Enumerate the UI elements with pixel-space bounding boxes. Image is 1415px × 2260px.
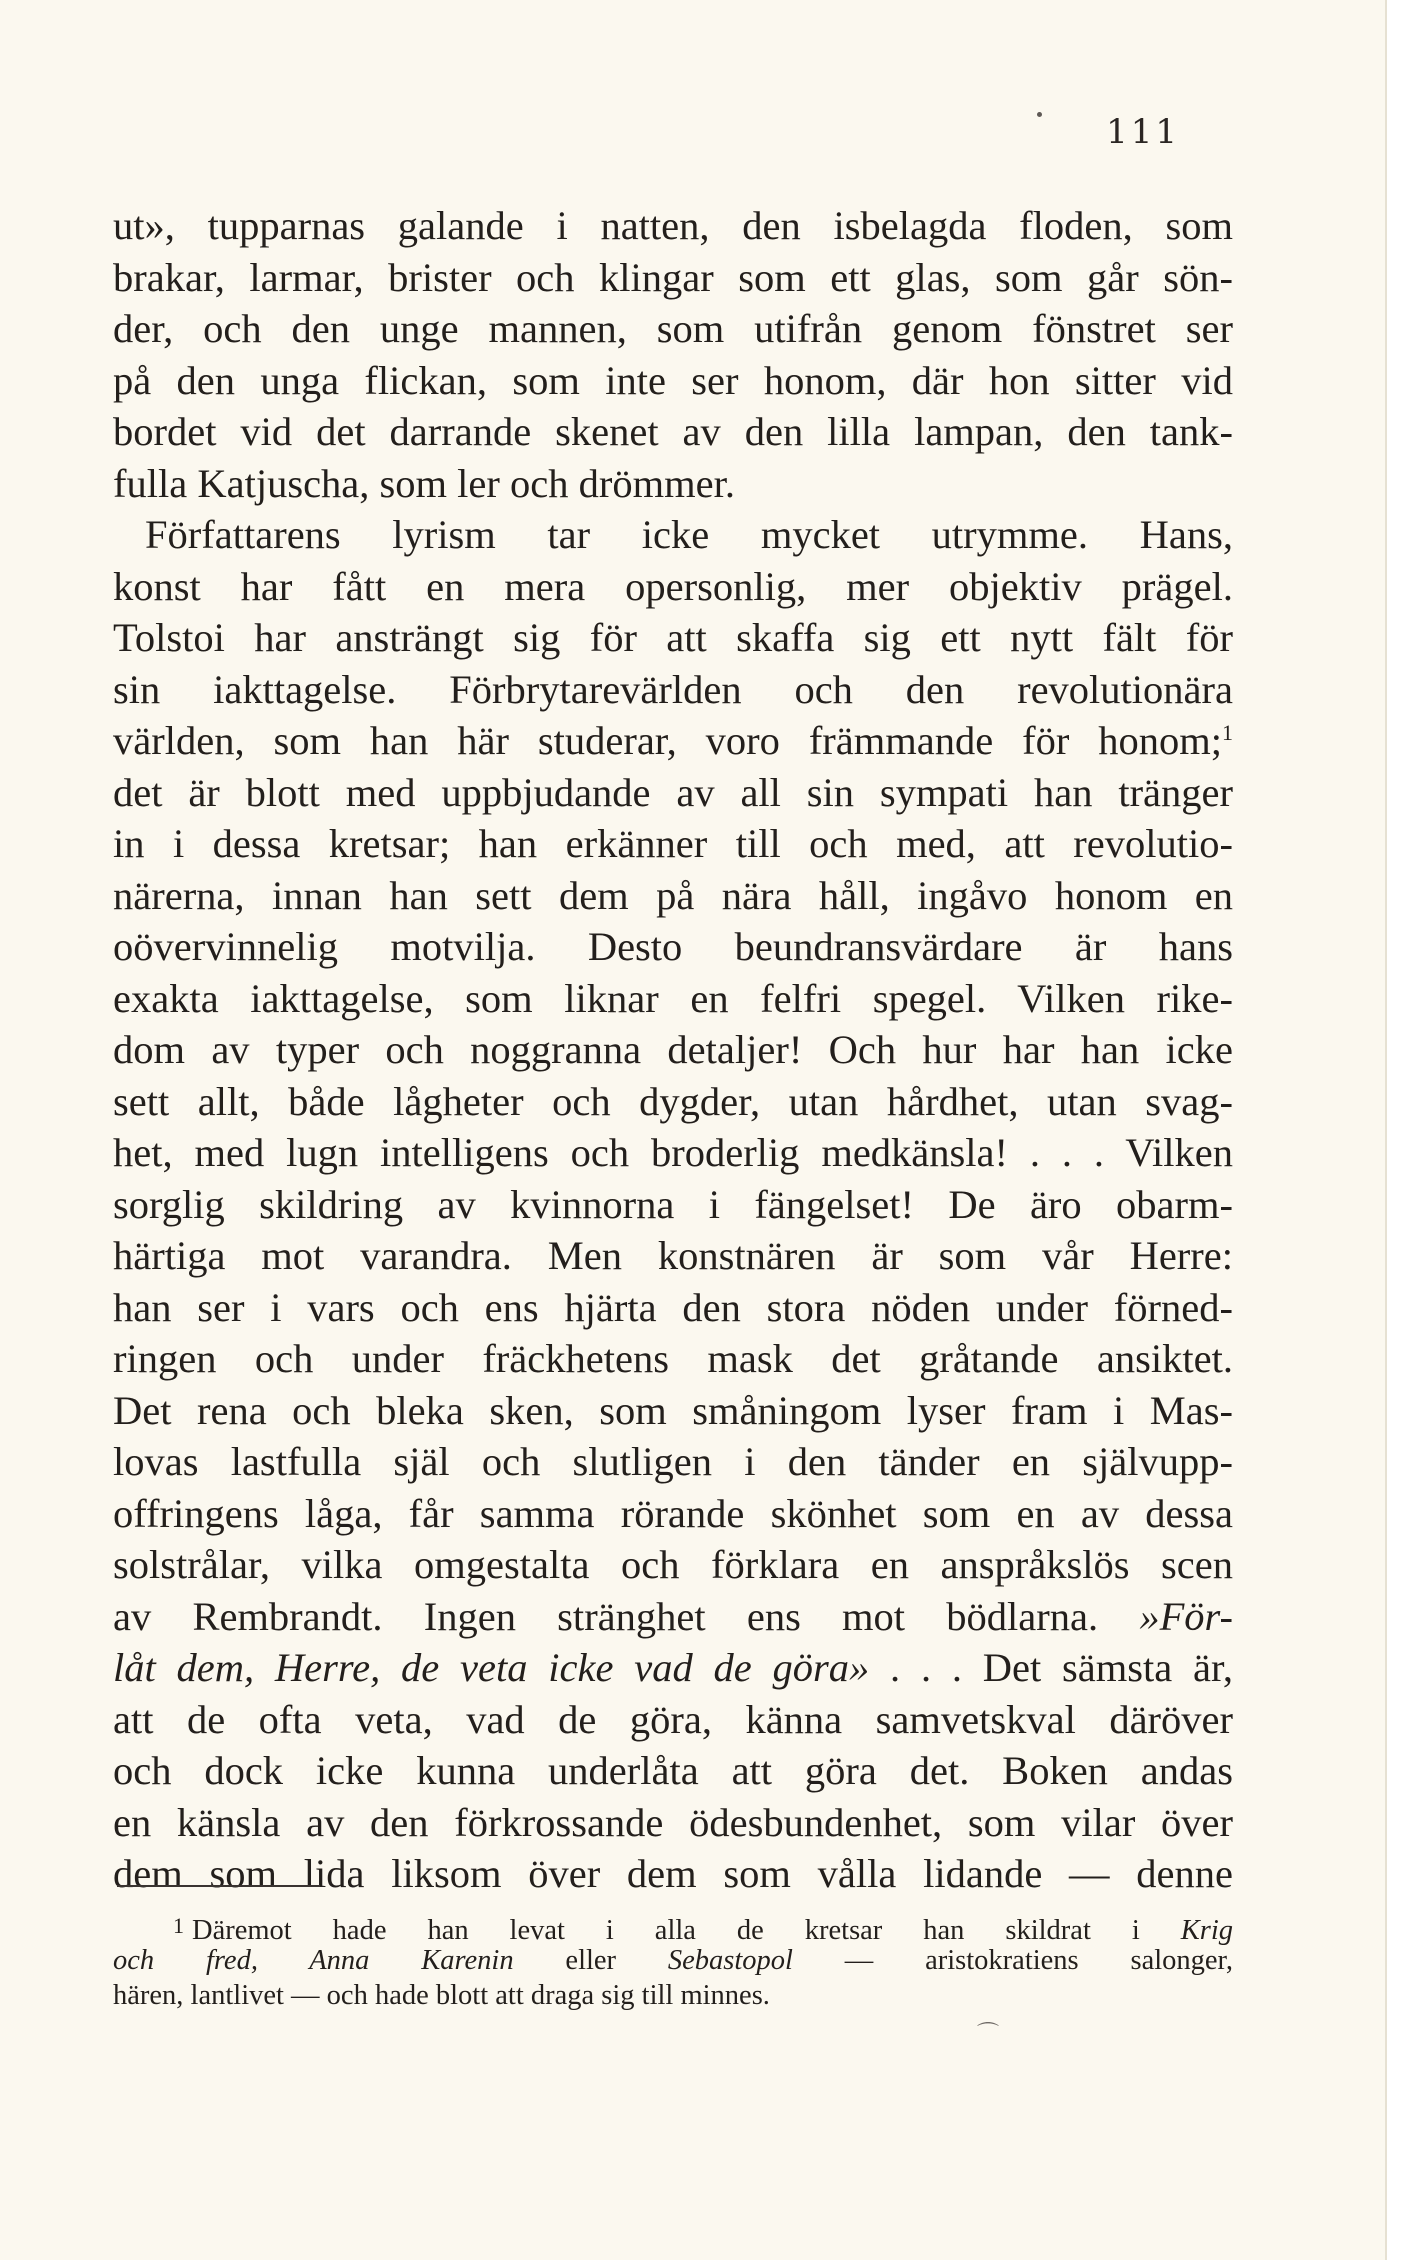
- text-line: der, och den unge mannen, som utifrån genom fönstret ser: [113, 306, 1233, 351]
- text-line: sin iakttagelse. Förbrytarevärlden och den revolutionära: [113, 666, 1233, 712]
- quote-start: »För-: [1139, 1593, 1233, 1639]
- pencil-mark: ⌒: [977, 2022, 1000, 2047]
- text-fragment: av Rembrandt. Ingen stränghet ens mot bödlarna.: [113, 1593, 1099, 1639]
- text-line: sett allt, både lågheter och dygder, utan hårdhet, utan svag-: [113, 1078, 1233, 1124]
- footnote-title: och fred, Anna Karenin: [113, 1945, 514, 1976]
- footnote: [113, 1908, 1233, 2013]
- footnote-title: Sebastopol: [667, 1945, 793, 1976]
- quote-text: låt dem, Herre, de veta icke vad de göra»: [113, 1645, 870, 1690]
- text-line: oövervinnelig motvilja. Desto beundransvärdare är hans: [113, 924, 1233, 969]
- text-line: ringen och under fräckhetens mask det gråtande ansiktet.: [113, 1336, 1233, 1381]
- text-line: att de ofta veta, vad de göra, känna samvetskval däröver: [113, 1696, 1233, 1742]
- footnote-line: [113, 1908, 1233, 1946]
- text-line: härtiga mot varandra. Men konstnären är som vår Herre:: [113, 1233, 1233, 1278]
- text-line: solstrålar, vilka omgestalta och förklara en anspråkslös scen: [113, 1542, 1233, 1587]
- text-line: het, med lugn intelligens och broderlig medkänsla! . . . Vilken: [113, 1130, 1233, 1175]
- text-line: närerna, innan han sett dem på nära håll, ingåvo honom en: [113, 872, 1233, 918]
- text-fragment: världen, som han här studerar, voro främmande för honom;: [113, 718, 1222, 763]
- footnote-text: eller: [565, 1945, 617, 1976]
- text-line: och dock icke kunna underlåta att göra det. Boken andas: [113, 1748, 1233, 1793]
- footnote-text: Däremot hade han levat i alla de kretsar han skildrat i: [192, 1915, 1140, 1946]
- text-line: exakta iakttagelse, som liknar en felfri spegel. Vilken rike-: [113, 975, 1233, 1021]
- text-line: det är blott med uppbjudande av all sin sympati han tränger: [113, 769, 1233, 815]
- text-line: bordet vid det darrande skenet av den lilla lampan, den tank-: [113, 409, 1233, 454]
- text-line: ut», tupparnas galande i natten, den isbelagda floden, som: [113, 203, 1233, 248]
- text-line: dom av typer och noggranna detaljer! Och hur har han icke: [113, 1027, 1233, 1072]
- body-text: [113, 200, 1233, 1900]
- paragraph-start-line: Författarens lyrism tar icke mycket utrymme. Hans,: [145, 512, 1233, 557]
- text-line: offringens låga, får samma rörande skönhet som en av dessa: [113, 1490, 1233, 1536]
- print-speck: [1037, 112, 1042, 117]
- text-line-with-quote: [113, 1591, 1233, 1643]
- footnote-reference: 1: [1222, 720, 1233, 745]
- text-line: han ser i vars och ens hjärta den stora nöden under förned-: [113, 1284, 1233, 1330]
- footnote-text: — aristokratiens salonger,: [844, 1945, 1234, 1976]
- text-line: in i dessa kretsar; han erkänner till och med, att revolutio-: [113, 821, 1233, 866]
- text-line: dem som lida liksom över dem som vålla lidande — denne: [113, 1851, 1233, 1896]
- text-line: Det rena och bleka sken, som småningom lyser fram i Mas-: [113, 1387, 1233, 1433]
- page-edge: [1387, 0, 1415, 2260]
- text-line: lovas lastfulla själ och slutligen i den tänder en självupp-: [113, 1439, 1233, 1484]
- footnote-title: Krig: [1180, 1915, 1233, 1946]
- text-line: en känsla av den förkrossande ödesbundenhet, som vilar över: [113, 1799, 1233, 1845]
- text-line: konst har fått en mera opersonlig, mer objektiv prägel.: [113, 563, 1233, 609]
- text-line: Tolstoi har ansträngt sig för att skaffa sig ett nytt fält för: [113, 615, 1233, 660]
- text-line: på den unga flickan, som inte ser honom, där hon sitter vid: [113, 357, 1233, 403]
- text-fragment: . . . Det sämsta är,: [890, 1645, 1233, 1690]
- page-number: 111: [1106, 112, 1180, 152]
- text-line: sorglig skildring av kvinnorna i fängelset! De äro obarm-: [113, 1181, 1233, 1227]
- footnote-marker: 1: [173, 1913, 184, 1938]
- text-line: fulla Katjuscha, som ler och drömmer.: [113, 460, 735, 506]
- text-line: brakar, larmar, brister och klingar som ett glas, som går sön-: [113, 254, 1233, 300]
- footnote-divider: [117, 1885, 320, 1887]
- footnote-line: hären, lantlivet — och hade blott att draga sig till minnes.: [113, 1980, 770, 2011]
- text-line-with-footnote: [113, 715, 1233, 767]
- footnote-line: [113, 1943, 1233, 1978]
- text-line-with-quote: [113, 1642, 1233, 1694]
